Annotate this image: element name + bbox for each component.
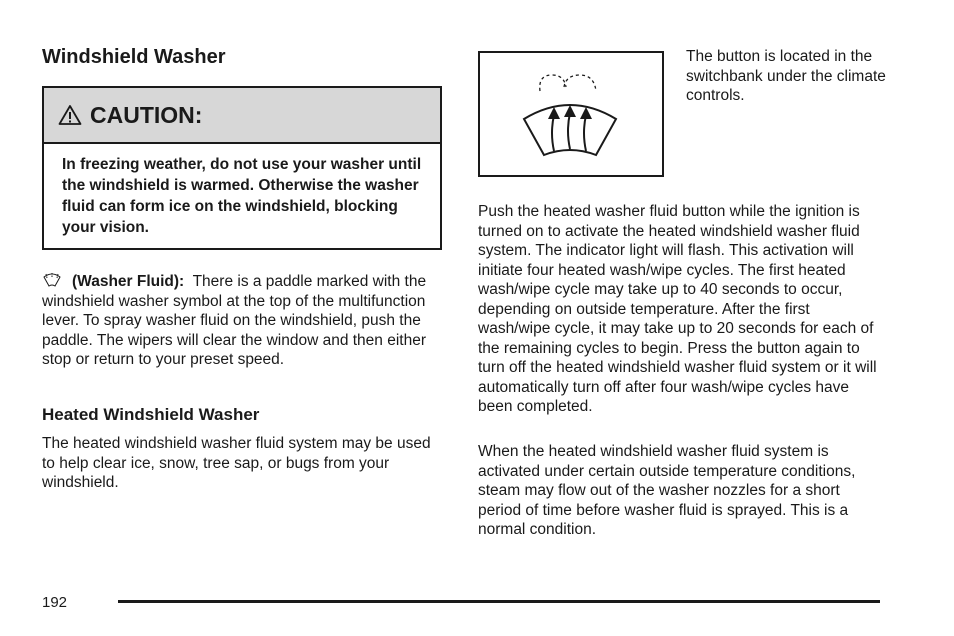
heated-washer-paragraph: The heated windshield washer fluid system may be used to help clear ice, snow, tree sap, or bugs from your windshield.	[42, 435, 431, 491]
section-title: Windshield Washer	[42, 46, 226, 68]
heated-washer-title: Heated Windshield Washer	[42, 405, 260, 424]
washer-fluid-paragraph	[42, 272, 446, 370]
steam-note: When the heated windshield washer fluid system is activated under certain outside temperature conditions, steam may flow out of the washer nozzles for a short period of time before washer fluid is sprayed. This is a normal condition.	[478, 443, 856, 538]
caution-header	[44, 88, 440, 144]
heated-washer-instructions: Push the heated washer fluid button while the ignition is turned on to activate the heated windshield washer fluid system. The indicator light will flash. This activation will initiate four heated wash/wipe cycles. The first heated wash/wipe cycle may take up to 40 seconds to occur, depending on outside temperature. After the first wash/wipe cycle, it may take up to 20 seconds for each of the remaining cycles to begin. Press the button again to turn off the heated windshield washer fluid system or it will automatically turn off after four wash/wipe cycles have been completed.	[478, 203, 877, 415]
washer-fluid-icon	[42, 272, 62, 288]
footer-rule	[118, 600, 880, 603]
caution-box	[42, 86, 442, 250]
warning-triangle-icon	[58, 104, 82, 126]
washer-button-figure	[478, 51, 664, 177]
washer-fluid-text: There is a paddle marked with the windshield washer symbol at the top of the multifunction lever. To spray washer fluid on the windshield, push the paddle. The wipers will clear the window and then either stop or return to your preset speed.	[42, 273, 427, 368]
washer-fluid-label: (Washer Fluid):	[72, 273, 185, 290]
page-number: 192	[42, 594, 68, 611]
caution-title: CAUTION:	[90, 101, 203, 128]
caution-text: In freezing weather, do not use your washer until the windshield is warmed. Otherwise the washer fluid can form ice on the windshield, blocking your vision.	[62, 156, 422, 236]
heated-washer-icon	[480, 53, 662, 175]
figure-caption: The button is located in the switchbank under the climate controls.	[686, 48, 886, 104]
